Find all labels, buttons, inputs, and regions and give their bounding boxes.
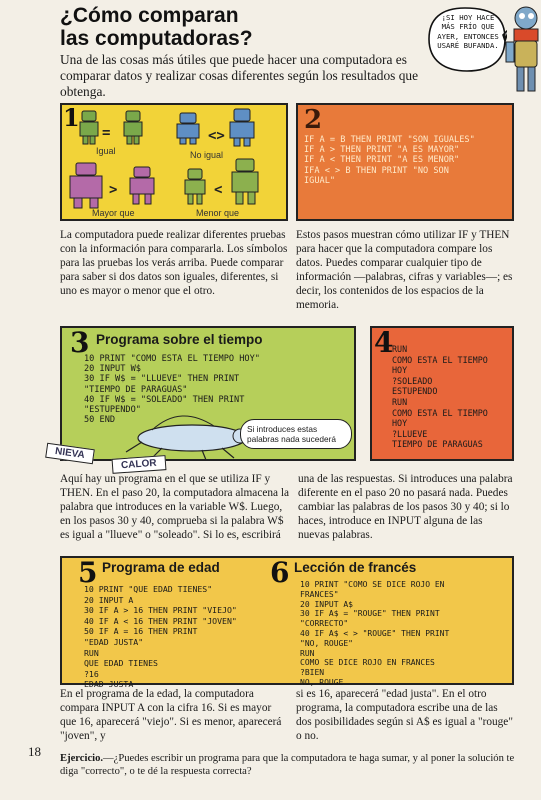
label-mayor: Mayor que (92, 208, 135, 218)
step-number: 2 (304, 105, 323, 135)
exercise-label: Ejercicio. (60, 753, 104, 764)
step-number: 1 (63, 103, 80, 132)
tag-nieva: NIEVA (45, 443, 94, 465)
code-block: IF A = B THEN PRINT "SON IGUALES" IF A > THEN PRINT "A ES MAYOR" IF A < THEN PRINT "A ES MENOR" IFA < > B THEN PRINT "NO SON IGUAL" (304, 135, 475, 186)
text-block: una de las respuestas. Si introduces una palabra diferente en el paso 20 no pasará nada. Puedes cambiar las palabras de los pasos 30 y 40; si lo haces, introduce en INPUT alguna de las nuevas palabras. (298, 473, 513, 541)
panel-title: Lección de francés (294, 560, 417, 575)
exercise (60, 752, 516, 778)
comparison-symbols-panel (60, 103, 288, 221)
age-and-french-panel (60, 556, 514, 690)
callout-bubble: Si introduces estas palabras nada sucederá (240, 419, 352, 449)
page-title: ¿Cómo comparan las computadoras? (60, 4, 253, 50)
weather-program-panel (60, 326, 356, 461)
less-symbol: < (214, 182, 223, 198)
code-block: 10 PRINT "QUE EDAD TIENES" 20 INPUT A 30 IF A > 16 THEN PRINT "VIEJO" 40 IF A < 16 THEN PRINT "JOVEN" 50 IF A = 16 THEN PRINT "EDAD JUSTA" RUN QUE EDAD TIENES ?16 EDAD JUSTA (84, 584, 237, 690)
code-block: 10 PRINT "COMO SE DICE ROJO EN FRANCES" 20 INPUT A$ 30 IF A$ = "ROUGE" THEN PRINT "CORRECTO" 40 IF A$ < > "ROUGE" THEN PRINT "NO, ROUGE" RUN COMO SE DICE ROJO EN FRANCES ?BIEN NO, ROUGE (300, 580, 450, 687)
label-menor: Menor que (196, 208, 240, 218)
not-equal-symbol: <> (208, 128, 225, 144)
panel-title: Programa de edad (102, 560, 220, 575)
text-block: La computadora puede realizar diferentes pruebas con la información para compararla. Los símbolos para las pruebas los verás arriba. Puede comparar para saber si dos datos son iguales, diferentes, si uno es mayor o menor que el otro. (60, 229, 288, 297)
robot-illustration (502, 4, 541, 94)
speech-bubble: ¡SI HOY HACE MÁS FRÍO QUE AYER, ENTONCES USARÉ BUFANDA. (425, 5, 507, 77)
step-number: 4 (374, 326, 394, 359)
exercise-text: —¿Puedes escribir un programa para que la computadora te haga sumar, y al poner la solución te diga "correcto", o te dé la respuesta correcta? (60, 753, 515, 777)
step-number: 3 (70, 326, 90, 359)
output-block: RUN COMO ESTA EL TIEMPO HOY ?SOLEADO ESTUPENDO RUN COMO ESTA EL TIEMPO HOY ?LLUEVE TIEMPO DE PARAGUAS (392, 344, 488, 450)
bug-illustration (122, 412, 252, 460)
step-number: 6 (270, 556, 290, 589)
step-number: 5 (78, 556, 98, 589)
equal-symbol: = (102, 125, 111, 141)
greater-symbol: > (109, 182, 118, 198)
text-block: Aquí hay un programa en el que se utiliza IF y THEN. En el paso 20, la computadora almacena la palabra que introduces en la variable W$. Luego, en los pasos 30 y 40, comprueba si la palabra W$ es igual a "llueve" o "soleado". Si lo es, escribirá (60, 473, 289, 541)
tag-calor: CALOR (112, 455, 166, 474)
if-then-panel (296, 103, 514, 221)
weather-output-panel (370, 326, 514, 461)
text-block: Estos pasos muestran cómo utilizar IF y THEN para hacer que la computadora compare los datos. Puedes comparar cualquier tipo de información —palabras, cifras y variables—; es decir, los contenidos de los espacios de la memoria. (296, 229, 513, 311)
page-number: 18 (28, 744, 41, 759)
panel-title: Programa sobre el tiempo (96, 332, 263, 347)
label-igual: Igual (96, 146, 116, 156)
intro-paragraph: Una de las cosas más útiles que puede hacer una computadora es comparar datos y realizar cosas diferentes según los resultados que obtenga. (60, 52, 419, 99)
text-block: si es 16, aparecerá "edad justa". En el otro programa, la computadora escribe una de las dos posibilidades según si A$ es igual a "rouge" o no. (296, 688, 513, 742)
label-no-igual: No igual (190, 150, 224, 160)
text-block: En el programa de la edad, la computadora compara INPUT A con la cifra 16. Si es mayor que 16, aparecerá "viejo". Si es menor, aparecerá "joven", y (60, 688, 282, 742)
code-block: 10 PRINT "COMO ESTA EL TIEMPO HOY" 20 INPUT W$ 30 IF W$ = "LLUEVE" THEN PRINT "TIEMPO DE PARAGUAS" 40 IF W$ = "SOLEADO" THEN PRINT "ESTUPENDO" 50 END (84, 354, 260, 426)
robots-illustration (62, 105, 286, 219)
